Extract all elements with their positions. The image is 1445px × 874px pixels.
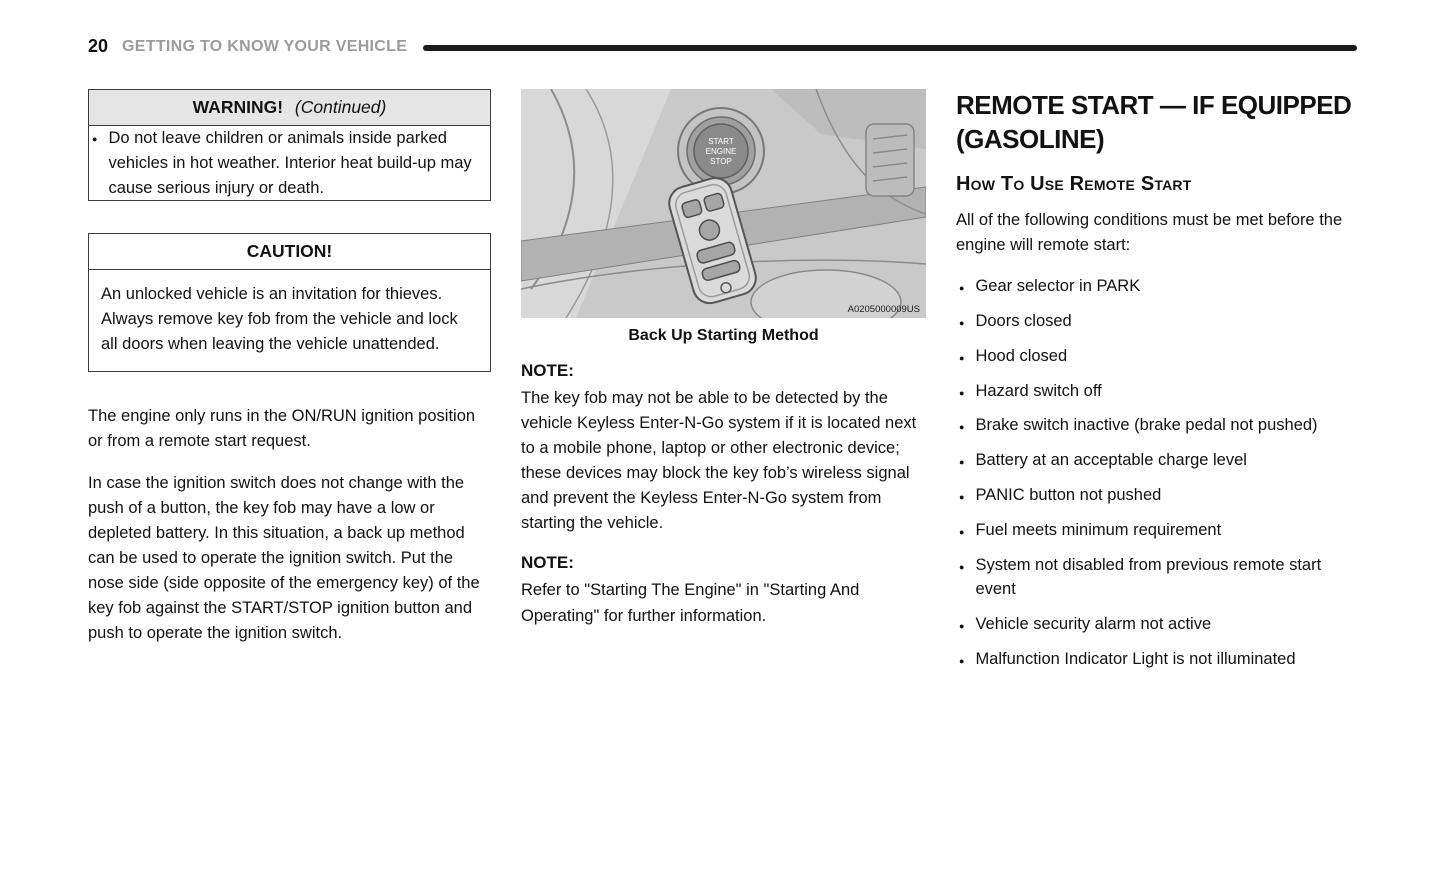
condition-text: ● Doors closed: [975, 311, 1072, 330]
condition-text: ● Battery at an acceptable charge level: [975, 451, 1247, 470]
note-text: The key fob may not be able to be detected by the vehicle Keyless Enter-N-Go system if it is located next to a mobile phone, laptop or other electronic device; these devices may block the key fob’s wireless signal and prevent the Keyless Enter-N-Go system from starting the vehicle.: [521, 389, 917, 533]
condition-item: [956, 414, 1359, 438]
condition-text: ● PANIC button not pushed: [975, 486, 1162, 505]
page-number: 20: [88, 36, 109, 56]
page-header: [88, 36, 1357, 57]
condition-text: ● Gear selector in PARK: [975, 276, 1141, 295]
note-label: NOTE:: [521, 361, 574, 380]
subsection-title: How To Use Remote Start: [956, 172, 1192, 195]
condition-text: ● Hood closed: [975, 346, 1068, 365]
condition-item: [956, 449, 1359, 473]
figure-reference-code: A0205000009US: [847, 304, 920, 315]
middle-column: [521, 89, 926, 683]
condition-item: [956, 345, 1359, 369]
condition-text: ● Vehicle security alarm not active: [975, 614, 1212, 633]
condition-item: [956, 310, 1359, 334]
warning-continued-label: (Continued): [294, 97, 387, 117]
conditions-intro: All of the following conditions must be met before the engine will remote start:: [956, 210, 1343, 254]
condition-item: [956, 613, 1359, 637]
condition-text: ● Fuel meets minimum requirement: [975, 521, 1222, 540]
button-text-start: START: [708, 137, 734, 146]
chapter-title: GETTING TO KNOW YOUR VEHICLE: [122, 37, 408, 55]
condition-item: [956, 519, 1359, 543]
condition-item: [956, 380, 1359, 404]
condition-item: [956, 554, 1359, 602]
dashboard-illustration: [521, 89, 926, 318]
caution-box: [88, 233, 491, 371]
condition-item: [956, 275, 1359, 299]
condition-item: [956, 484, 1359, 508]
left-column: [88, 89, 491, 683]
warning-box-header: [89, 90, 490, 126]
warning-item-text: ● Do not leave children or animals inside parked vehicles in hot weather. Interior heat build-up may cause serious injury or death.: [108, 129, 472, 197]
section-title: [956, 89, 1359, 157]
condition-text: ● Hazard switch off: [975, 381, 1102, 400]
warning-box: [88, 89, 491, 201]
figure-caption: Back Up Starting Method: [628, 327, 819, 344]
note-text: Refer to "Starting The Engine" in "Starting And Operating" for further information.: [521, 581, 860, 625]
condition-text: ● Brake switch inactive (brake pedal not pushed): [975, 416, 1318, 435]
right-column: [956, 89, 1359, 683]
warning-title: WARNING!: [192, 97, 284, 117]
backup-starting-figure: [521, 89, 926, 345]
condition-text: ● Malfunction Indicator Light is not illuminated: [975, 649, 1296, 668]
note-label: NOTE:: [521, 553, 574, 573]
caution-title: CAUTION!: [246, 241, 333, 262]
backup-starting-illustration: [521, 89, 926, 318]
caution-box-header: [89, 234, 490, 270]
button-text-stop: STOP: [710, 157, 732, 166]
content-columns: [88, 89, 1357, 683]
section-title-line1: REMOTE START — IF EQUIPPED: [956, 90, 1352, 120]
warning-bullet-list: [89, 126, 490, 200]
caution-body-text: An unlocked vehicle is an invitation for thieves. Always remove key fob from the vehicle and lock all doors when leaving the vehicle unattended.: [101, 285, 458, 353]
section-title-line2: (GASOLINE): [956, 123, 1105, 154]
air-vent-graphic: [866, 124, 914, 196]
button-text-engine: ENGINE: [705, 147, 737, 156]
body-paragraph: The engine only runs in the ON/RUN ignition position or from a remote start request.: [88, 406, 476, 450]
header-rule: [423, 45, 1357, 51]
body-paragraph: In case the ignition switch does not change with the push of a button, the key fob may have a low or depleted battery. In this situation, a back up method can be used to operate the ignition switch. Put the nose side (side opposite of the emergency key) of the key fob against the START/STOP ignition button and push to operate the ignition switch.: [88, 473, 480, 643]
condition-item: [956, 648, 1359, 672]
warning-list-item: [89, 126, 490, 200]
condition-text: ● System not disabled from previous remote start event: [975, 556, 1322, 599]
remote-start-conditions-list: [956, 275, 1359, 672]
